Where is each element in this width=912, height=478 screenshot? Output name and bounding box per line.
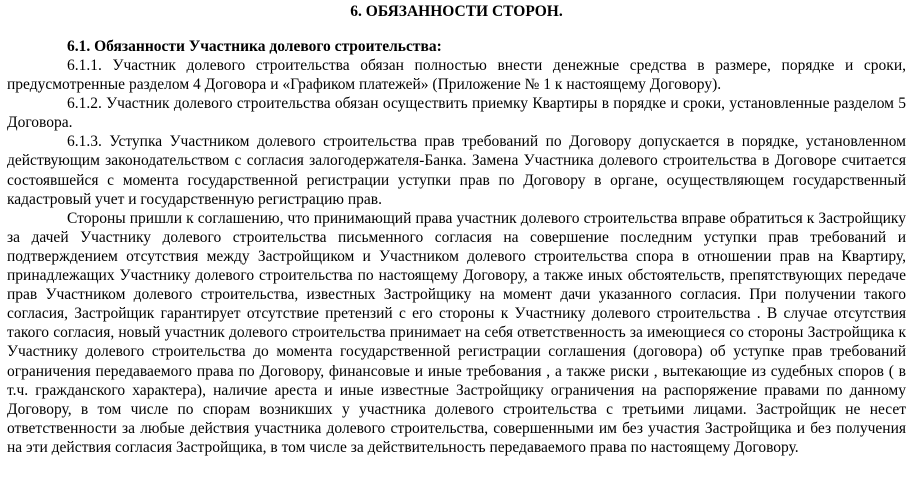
clause-6-1-3: 6.1.3. Уступка Участником долевого строительства прав требований по Договору допускается в порядке, установленном действующим законодательством с согласия залогодержателя-Банка. Замена Участника долевого строительства в Договоре считается состоявшейся с момента государственной регистрации уступки прав по Договору в органе, осуществляющем государственный кадастровый учет и государственную регистрацию прав. xyxy=(7,133,906,208)
section-title: 6. ОБЯЗАННОСТИ СТОРОН. xyxy=(350,3,563,20)
clause-agreement-paragraph: Стороны пришли к соглашению, что принимающий права участник долевого строительства вправе обратиться к Застройщику за дачей Участнику долевого строительства письменного согласия на совершение последним уступки прав требований и подтверждением отсутствия между Застройщиком и Участником долевого строительства спора в отношении прав на Квартиру, принадлежащих Участнику долевого строительства по настоящему Договору, а также иных обстоятельств, препятствующих передаче прав Участником долевого строительства, известных Застройщику на момент дачи указанного согласия. При получении такого согласия, Застройщик гарантирует отсутствие претензий с его стороны к Участнику долевого строительства . В случае отсутствия такого согласия, новый участник долевого строительства принимает на себя ответственность за имеющиеся со стороны Застройщика к Участнику долевого строительства до момента государственной регистрации соглашения (договора) об уступке прав требований ограничения передаваемого права по Договору, финансовые и иные требования , а также риски , вытекающие из судебных споров ( в т.ч. гражданского характера), наличие ареста и иные известные Застройщику ограничения на распоряжение правами по данному Договору, в том числе по спорам возникших у участника долевого строительства с третьими лицами. Застройщик не несет ответственности за любые действия участника долевого строительства, совершенными им без участия Застройщика и без получения на эти действия согласия Застройщика, в том числе за действительность передаваемого права по настоящему Договору. xyxy=(7,209,906,456)
clause-6-1-1: 6.1.1. Участник долевого строительства обязан полностью внести денежные средства в размере, порядке и сроки, предусмотренные разделом 4 Договора и «Графиком платежей» (Приложение № 1 к настоящему Договору). xyxy=(7,57,906,94)
subsection-title: 6.1. Обязанности Участника долевого строительства: xyxy=(67,38,442,55)
clause-6-1-2: 6.1.2. Участник долевого строительства обязан осуществить приемку Квартиры в порядке и сроки, установленные разделом 5 Договора. xyxy=(7,95,906,132)
